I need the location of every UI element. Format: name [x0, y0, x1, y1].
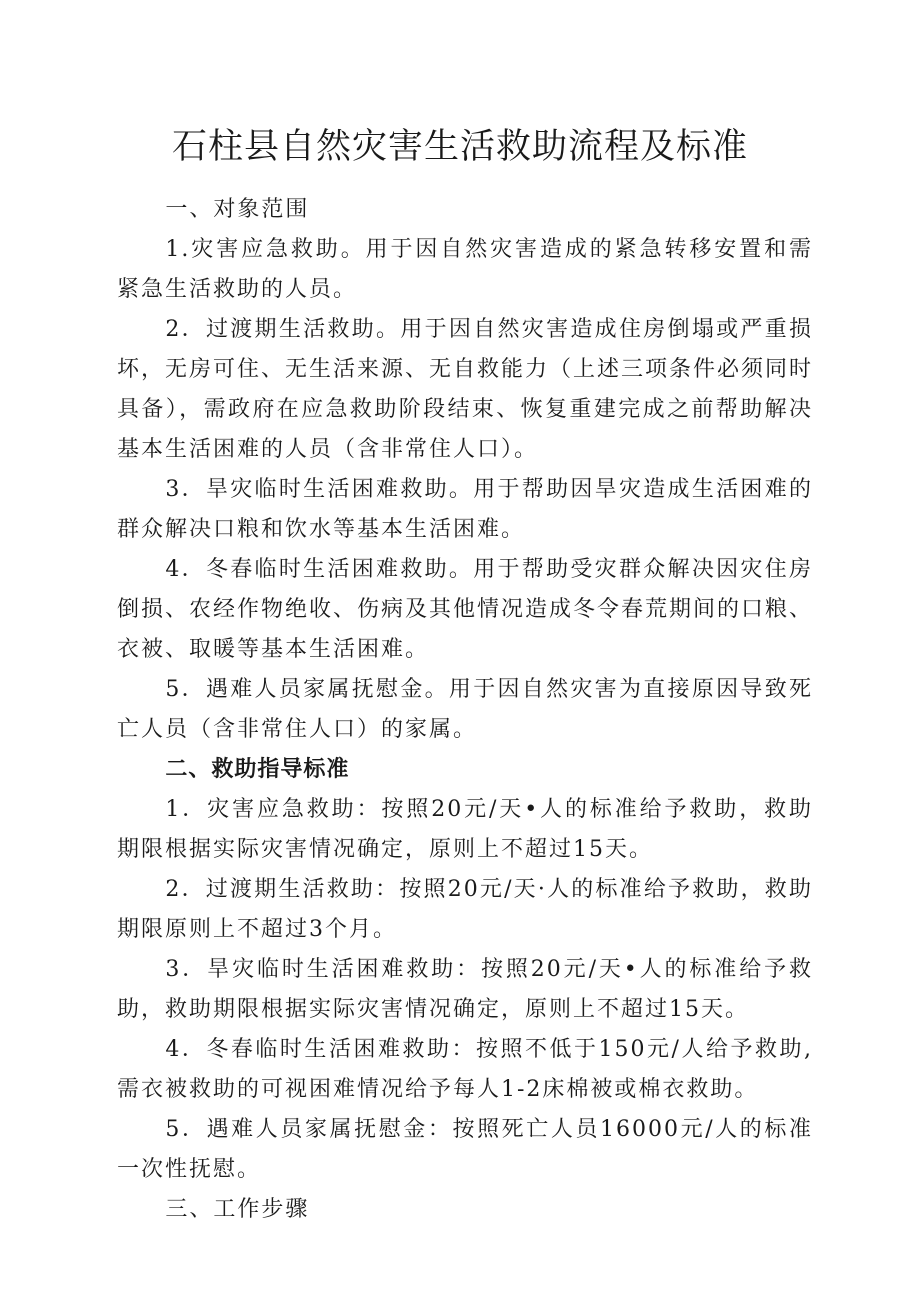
section-heading-steps: 三、工作步骤 — [165, 1197, 310, 1222]
paragraph-item: 3．旱灾临时生活困难救助：按照20元/天•人的标准给予救助，救助期限根据实际灾害情况确定，原则上不超过15天。 — [117, 957, 813, 1022]
paragraph-item: 4．冬春临时生活困难救助：按照不低于150元/人给予救助,需衣被救助的可视困难情况给予每人1-2床棉被或棉衣救助。 — [117, 1037, 813, 1102]
document-body — [117, 190, 813, 1230]
paragraph-item: 5．遇难人员家属抚慰金：按照死亡人员16000元/人的标准一次性抚慰。 — [117, 1117, 813, 1182]
section-heading-standards: 二、救助指导标准 — [165, 757, 350, 782]
paragraph-item: 5．遇难人员家属抚慰金。用于因自然灾害为直接原因导致死亡人员（含非常住人口）的家属。 — [117, 677, 813, 742]
section-heading-scope: 一、对象范围 — [165, 197, 310, 222]
paragraph-item: 2．过渡期生活救助：按照20元/天·人的标准给予救助，救助期限原则上不超过3个月。 — [117, 877, 813, 942]
paragraph-item: 3．旱灾临时生活困难救助。用于帮助因旱灾造成生活困难的群众解决口粮和饮水等基本生活困难。 — [117, 477, 813, 542]
document-title: 石柱县自然灾害生活救助流程及标准 — [171, 127, 748, 167]
paragraph-item: 2．过渡期生活救助。用于因自然灾害造成住房倒塌或严重损坏，无房可住、无生活来源、无自救能力（上述三项条件必须同时具备），需政府在应急救助阶段结束、恢复重建完成之前帮助解决基本生活困难的人员（含非常住人口）。 — [117, 317, 814, 462]
paragraph-item: 1.灾害应急救助。用于因自然灾害造成的紧急转移安置和需紧急生活救助的人员。 — [117, 237, 813, 302]
paragraph-item: 4．冬春临时生活困难救助。用于帮助受灾群众解决因灾住房倒损、农经作物绝收、伤病及其他情况造成冬令春荒期间的口粮、衣被、取暖等基本生活困难。 — [117, 557, 814, 662]
paragraph-item: 1．灾害应急救助：按照20元/天•人的标准给予救助，救助期限根据实际灾害情况确定，原则上不超过15天。 — [117, 797, 813, 862]
